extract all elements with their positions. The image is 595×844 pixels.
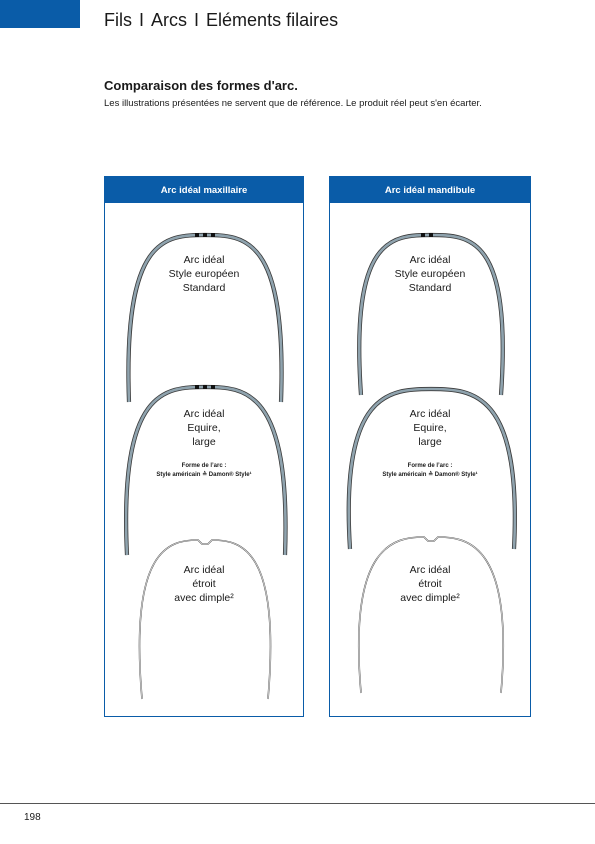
arc-label-equire: Arc idéal Equire, large bbox=[409, 408, 451, 448]
breadcrumb-fils: Fils bbox=[104, 10, 132, 30]
section-title: Comparaison des formes d'arc. bbox=[104, 78, 298, 93]
arc-label-standard: Arc idéal Style européen Standard bbox=[394, 254, 466, 294]
center-marks bbox=[195, 385, 215, 389]
center-marks bbox=[195, 233, 215, 237]
arch-wire-narrow-dimple bbox=[359, 537, 504, 693]
section-subtitle: Les illustrations présentées ne servent que de référence. Le produit réel peut s'en écarter. bbox=[104, 98, 482, 109]
panel-title: Arc idéal maxillaire bbox=[105, 177, 303, 203]
arc-form-note: Forme de l’arc : Style américain ≙ Damon® Style¹ bbox=[156, 463, 252, 478]
page-number: 198 bbox=[24, 812, 41, 823]
panel-maxillaire bbox=[104, 176, 304, 717]
footer-divider bbox=[0, 803, 595, 804]
arc-label-standard: Arc idéal Style européen Standard bbox=[168, 254, 240, 294]
arc-label-narrow: Arc idéal étroit avec dimple² bbox=[174, 564, 234, 604]
arc-form-note: Forme de l’arc : Style américain ≙ Damon® Style¹ bbox=[382, 463, 478, 478]
arc-label-narrow: Arc idéal étroit avec dimple² bbox=[400, 564, 460, 604]
panel-mandibule bbox=[329, 176, 531, 717]
breadcrumb-arcs: Arcs bbox=[151, 10, 188, 30]
panel-title: Arc idéal mandibule bbox=[330, 177, 530, 203]
breadcrumb-elements-filaires: Eléments filaires bbox=[206, 10, 339, 30]
page-header bbox=[104, 10, 338, 31]
arc-label-equire: Arc idéal Equire, large bbox=[183, 408, 225, 448]
breadcrumb-separator: I bbox=[194, 10, 200, 30]
section-color-tab bbox=[0, 0, 80, 28]
breadcrumb-separator: I bbox=[139, 10, 145, 30]
